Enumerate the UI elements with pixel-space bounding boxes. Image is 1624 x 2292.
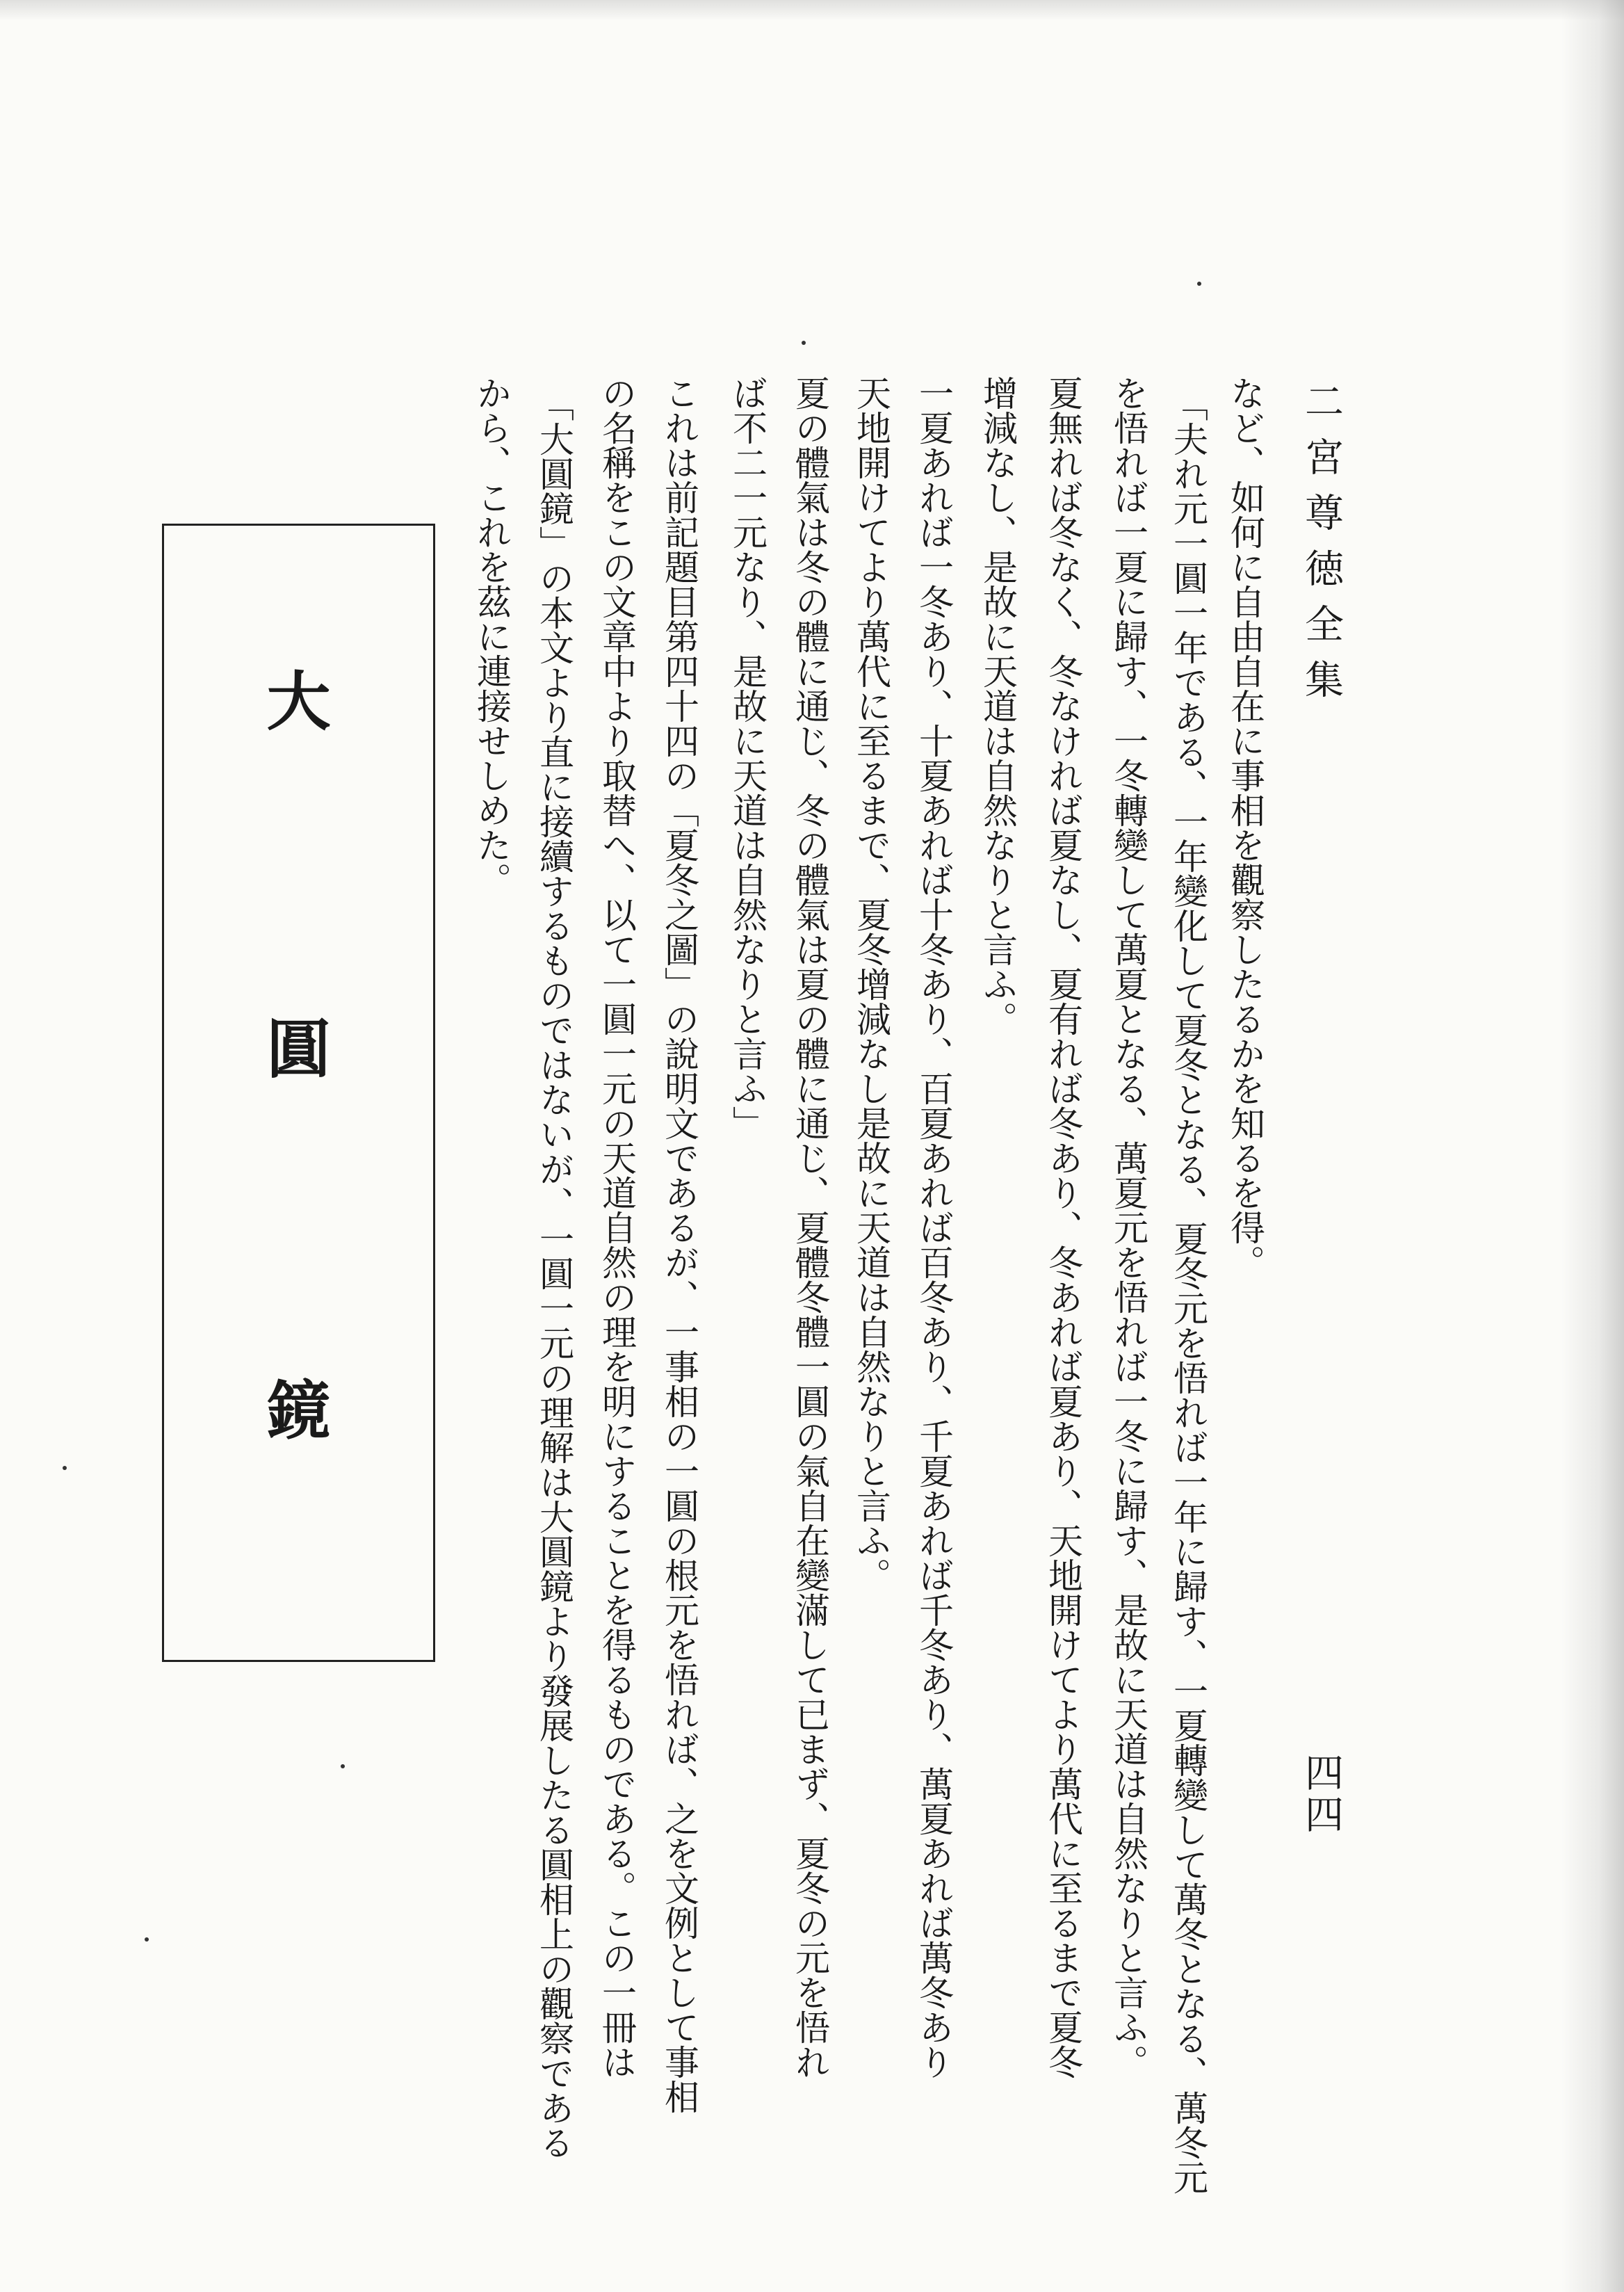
scan-edge-shadow [1561, 0, 1624, 2292]
scan-speck [63, 1466, 67, 1470]
body-line-1: など、如何に自由自在に事相を觀察したるかを知るを得。 [1225, 376, 1265, 1280]
body-line-8: 夏の體氣は冬の體に通じ、冬の體氣は夏の體に通じ、夏體冬體一圓の氣自在變滿して已まず、夏冬の元を悟れ [790, 376, 830, 2079]
body-line-2: 「夫れ元一圓一年である、一年變化して夏冬となる、夏冬元を悟れば一年に歸す、一夏轉變して萬冬となる、萬冬元 [1168, 387, 1208, 2195]
body-line-6: 一夏あれば一冬あり、十夏あれば十冬あり、百夏あれば百冬あり、千夏あれば千冬あり、萬夏あれば萬冬あり [914, 376, 954, 2079]
body-line-9: ば不二一元なり、是故に天道は自然なりと言ふ」 [727, 376, 768, 1140]
scan-speck [802, 341, 806, 345]
heading-char-3: 鏡 [266, 1373, 331, 1448]
body-line-5: 增減なし、是故に天道は自然なりと言ふ。 [977, 376, 1018, 1036]
boxed-section-heading [162, 524, 435, 1662]
scan-top-shadow [0, 0, 1624, 21]
body-line-3: を悟れば一夏に歸す、一冬轉變して萬夏となる、萬夏元を悟れば一冬に歸す、是故に天道は自然なりと言ふ。 [1108, 376, 1148, 2079]
body-line-11: の名稱をこの文章中より取替へ、以て一圓一元の天道自然の理を明にすることを得るものである。この一冊は [596, 376, 637, 2079]
body-line-4: 夏無れば冬なく、冬なければ夏なし、夏有れば冬あり、冬あれば夏あり、天地開けてより萬代に至るまで夏冬 [1043, 376, 1083, 2079]
heading-char-2: 圓 [266, 1012, 331, 1087]
body-line-12: 「大圓鏡」の本文より直に接續するものではないが、一圓一元の理解は大圓鏡より發展したる圓相上の觀察である [534, 387, 574, 2160]
scan-speck [145, 1937, 149, 1942]
body-line-13: から、これを茲に連接せしめた。 [471, 376, 512, 897]
scan-speck [1197, 282, 1201, 286]
page-number: 四四 [1299, 1752, 1344, 1836]
body-line-10: これは前記題目第四十四の「夏冬之圖」の說明文であるが、一事相の一圓の根元を悟れば、之を文例として事相 [659, 376, 699, 2114]
heading-char-1: 大 [266, 664, 331, 739]
body-line-7: 天地開けてより萬代に至るまで、夏冬增減なし是故に天道は自然なりと言ふ。 [851, 376, 891, 1592]
running-header-title: 二宮尊徳全集 [1299, 381, 1344, 715]
scan-speck [341, 1764, 345, 1768]
